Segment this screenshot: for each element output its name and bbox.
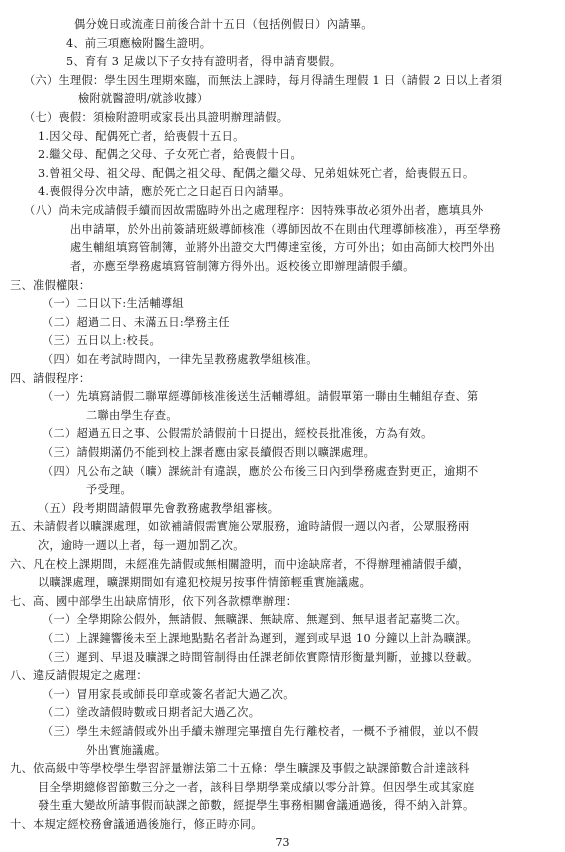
text-line: （四）凡公布之缺（曠）課統計有違誤，應於公布後三日內到學務處查對更正，逾期不 — [42, 464, 479, 478]
text-line: 十、本規定經校務會議通過後施行，修正時亦同。 — [10, 818, 263, 831]
text-line: 4、前三項應檢附醫生證明。 — [66, 36, 212, 50]
text-line: 偶分娩日或流產日前後合計十五日（包括例假日）內請畢。 — [74, 18, 373, 31]
text-line: 2.繼父母、配偶之父母、子女死亡者，給喪假十日。 — [38, 148, 303, 162]
page-number: 73 — [275, 836, 290, 849]
text-line: 四、請假程序： — [10, 371, 91, 385]
text-line: （五）段考期間請假單先會教務處教學組審核。 — [38, 501, 280, 515]
text-line: （二）超過二日、未滿五日:學務主任 — [42, 315, 230, 329]
text-line: 予受理。 — [86, 483, 132, 497]
text-line: 5、育有 3 足歲以下子女持有證明者，得申請育嬰假。 — [66, 55, 342, 69]
text-line: （二）上課鐘響後未至上課地點點名者計為遲到，遲到或早退 10 分鐘以上計為曠課。 — [42, 632, 479, 645]
text-line: 目全學期總修習節數三分之一者，該科目學期學業成績以零分計算。但因學生或其家庭 — [38, 780, 475, 794]
text-line: （三）請假期滿仍不能到校上課者應由家長續假否則以曠課處理。 — [42, 445, 376, 459]
text-line: （三）學生未經請假或外出手續未辦理完畢擅自先行離校者，一概不予補假，並以不假 — [42, 725, 479, 738]
text-line: （三）五日以上:校長。 — [42, 334, 161, 348]
text-line: （二）塗改請假時數或日期者記大過乙次。 — [42, 706, 261, 720]
text-line: （四）如在考試時間內，一律先呈教務處教學組核准。 — [42, 352, 318, 366]
text-line: （八）尚未完成請假手續而因故需臨時外出之處理程序：因特殊事故必須外出者，應填具外 — [24, 204, 484, 217]
text-line: 九、依高級中等學校學生學習評量辦法第二十五條：學生曠課及事假之缺課節數合計達該科 — [10, 762, 470, 776]
text-line: （一）先填寫請假二聯單經導師核准後送生活輔導組。請假單第一聯由生輔組存查、第 — [42, 390, 479, 404]
text-line: 1.因父母、配偶死亡者，給喪假十五日。 — [38, 129, 245, 143]
text-line: 六、凡在校上課期間，未經准先請假或無相關證明，而中途缺席者，不得辦理補請假手續， — [10, 557, 470, 571]
text-line: （三）遲到、早退及曠課之時間管制得由任課老師依實際情形衡量判斷，並據以登載。 — [42, 650, 479, 664]
text-line: 五、未請假者以曠課處理，如欲補請假需實施公眾服務，逾時請假一週以內者，公眾服務兩 — [10, 520, 470, 534]
text-line: （一）二日以下:生活輔導組 — [42, 297, 184, 311]
text-line: 者，亦應至學務處填寫管制簿方得外出。返校後立即辦理請假手續。 — [70, 259, 415, 273]
text-line: 以曠課處理，曠課期間如有違犯校規另按事件情節輕重實施議處。 — [38, 576, 372, 590]
text-line: （二）超過五日之事、公假需於請假前十日提出，經校長批准後，方為有效。 — [42, 427, 433, 441]
text-line: 次，逾時一週以上者，每一週加罰乙次。 — [38, 538, 245, 552]
text-line: 八、違反請假規定之處理： — [10, 669, 148, 683]
text-line: 七、高、國中部學生出缺席情形，依下列各款標準辦理： — [10, 594, 298, 608]
text-line: （六）生理假：學生因生理期來臨，而無法上課時，每月得請生理假 1 日（請假 2 日以上者須 — [24, 73, 503, 87]
text-line: （一）全學期除公假外，無請假、無曠課、無缺席、無遲到、無早退者記嘉獎二次。 — [42, 613, 468, 627]
text-line: 3.曾祖父母、祖父母、配偶之祖父母、配偶之繼父母、兄弟姐妹死亡者，給喪假五日。 — [38, 166, 475, 180]
text-line: 檢附就醫證明/就診收據） — [78, 92, 209, 106]
text-line: 三、准假權限： — [10, 278, 91, 292]
text-line: （七）喪假：須檢附證明或家長出具證明辦理請假。 — [24, 111, 289, 124]
text-line: 外出實施議處。 — [86, 743, 167, 757]
text-line: 出申請單，於外出前簽請班級導師核准（導師因故不在則由代理導師核准），再至學務 — [70, 222, 501, 236]
text-line: 處生輔組填寫管制簿，並將外出證交大門傳達室後，方可外出；如由高師大校門外出 — [70, 241, 496, 255]
text-line: 4.喪假得分次申請，應於死亡之日起百日內請畢。 — [38, 185, 291, 199]
text-line: （一）冒用家長或師長印章或簽名者記大過乙次。 — [42, 687, 295, 701]
text-line: 二聯由學生存查。 — [86, 408, 178, 422]
text-line: 發生重大變故所請事假而缺課之節數，經提學生事務相關會議通過後，得不納入計算。 — [38, 799, 475, 813]
